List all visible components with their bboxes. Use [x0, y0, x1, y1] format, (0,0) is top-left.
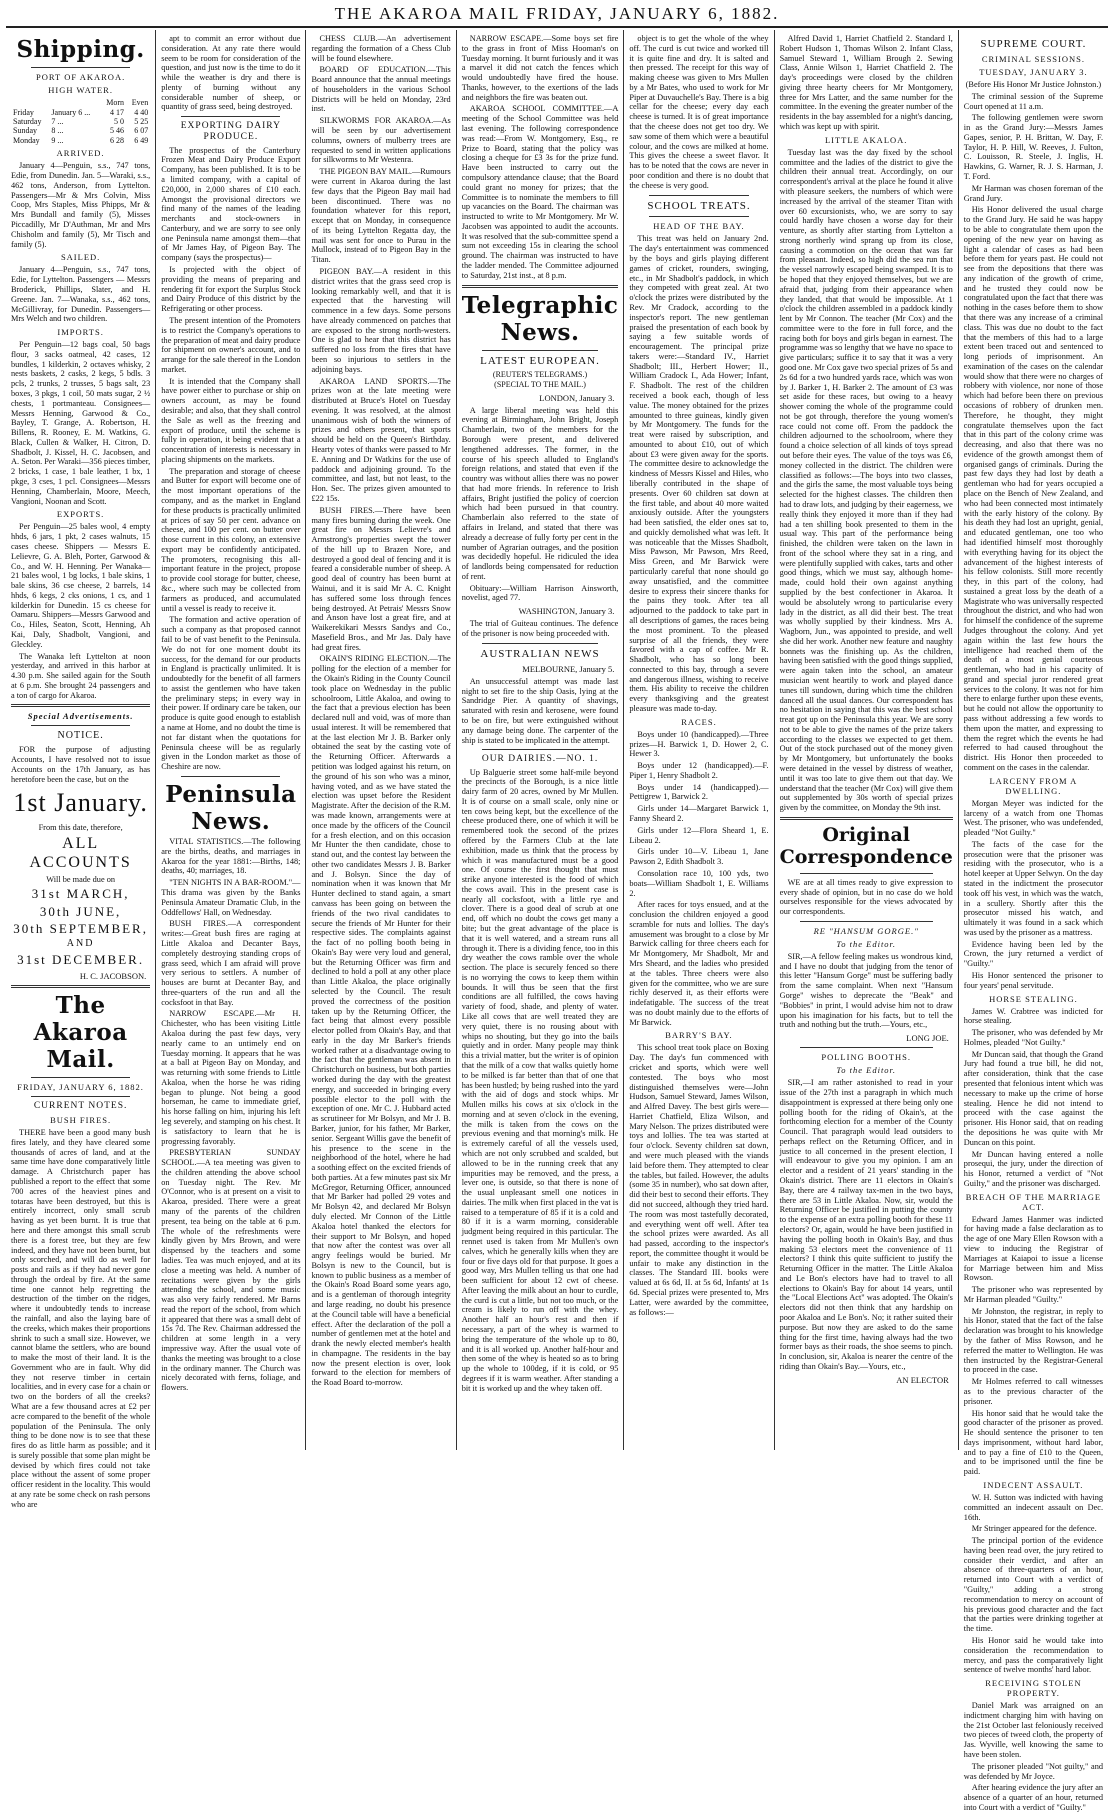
notice-date-2: 30th JUNE,: [39, 903, 122, 919]
tide-cell: 5 46: [110, 126, 125, 136]
little-akaloa-heading: LITTLE AKALOA.: [824, 134, 908, 145]
divider: [800, 873, 933, 874]
shipping-heading: Shipping.: [16, 36, 145, 63]
races-heading: RACES.: [681, 716, 717, 727]
race-result: Boys under 10 (handicapped).—Three prizes—H. Barwick 1, D. Hower 2, C. Hewer 3.: [629, 729, 769, 759]
divider: [31, 1077, 130, 1078]
divider: [800, 921, 933, 922]
divider: [482, 643, 599, 644]
news-item: BUSH FIRES.—There have been many fires burning during the week. One great fire on Messrs Lelievre's and Armstrong's properties swept the tower of the hill up to Brazen Nore, and destroyed a good deal of fencing and it is feared a considerable number of sheep. A good deal of country has been burnt at Wainui, and it is said Mr A. C. Knight has suffered some loss through fences being destroyed. At Petrais' Messrs Snow and Anson have lost a great fire, and at Waikerekikari Messrs Sandys and Co., Masefield Bros., and Mr Jas. Daly have had great fires.: [311, 505, 451, 652]
news-item: OKAIN'S RIDING ELECTION.—The polling for the election of a member for the Okain's Riding in the County Council took place on Wednesday in the public schoolroom, Little Akaloa, and owing to the fact that a previous election has been declared null and void, was of more than usual interest. It will be remembered that at the last election Mr J. B. Barker only obtained the seat by the casting vote of the Returning Officer. Afterwards a petition was lodged against his return, on the ground of his son who was a minor, having voted, and as we have stated the election was upset before the Resident Magistrate. After the decision of the R.M. was made known, arrangements were at once made by the officers of the Council for a fresh election, and on this occasion Mr Hunter the then candidate, chose to stand out, and the contest lay between the other two candidates Messrs J. B. Barker and J. Bolsyn. Since the day of nomination when it was known that Mr Hunter declined to stand again, a smart canvass has been going on between the friends of the two rival candidates to secure the friends of Mr Hunter for their respective sides. The complaints against the fact of no polling booth being in Okain's Bay were very loud and general, but the Returning Officer was firm and declined to hold a poll at any other place than Little Akaloa, the place originally selected by the Council. The result proved the correctness of the position taken up by the Returning Officer, the fact being that almost every possible elector polled from Okain's Bay, and that early in the day Mr Barker's friends worked rather at a disadvantage owing to the fact that the gentleman was absent in Christchurch on business, but both parties worked during the day with the greatest energy, and succeeded in bringing every possible elector to the poll with the exception of one. Mr C. J. Hubbard acted as scrutineer for Mr Bolsyn, and Mr J. B. Barker, junior, for his father, Mr Barker, senior. Sergeant Willis gave the benefit of his presence to the scene in the neighborhood of the hotel, where he had a soothing effect on the excited friends of both parties. At a few minutes past six Mr McGregor, Returning Officer, announced that Mr Barker had polled 29 votes and Mr Bolsyn 42, and declared Mr Bolsyn duly elected. Mr Connon of the Little Akaloa hotel thanked the electors for their support to Mr Bolsyn, and hoped that now after the contest was over all angry feelings would be buried. Mr Bolsyn is new to the Council, but is known to public business as a member of the Okain's Road Board some years ago, and is a gentleman of thorough integrity and large reading, no doubt his presence at the Council table will have a beneficial effect. After the declaration of the poll a number of gentlemen met at the hotel and drank the newly elected member's health in champagne. The residents in the bay now the present election is over, look forward to the election for members of the Road Board to-morrow.: [311, 654, 451, 1388]
news-item: "TEN NIGHTS IN A BAR-ROOM."—This drama was given by the Banks Peninsula Amateur Dramatic Club, in the Oddfellows' Hall, on Wednesday.: [161, 878, 301, 917]
hansum-gorge-signature: LONG JOE.: [906, 1033, 949, 1044]
column-4: [457, 30, 625, 1450]
column-7: [959, 30, 1108, 1812]
tide-row: [11, 136, 150, 145]
current-notes-heading: CURRENT NOTES.: [33, 1100, 128, 1111]
court-paragraph: Mr Harman was chosen foreman of the Grand Jury.: [963, 183, 1104, 203]
latest-european-heading: LATEST EUROPEAN.: [480, 354, 600, 367]
race-result: Girls under 12—Flora Sheard 1, E. Libeau 2.: [629, 825, 769, 845]
tide-cell: 4 40: [134, 107, 149, 117]
court-date: TUESDAY, JANUARY 3.: [979, 66, 1088, 77]
court-paragraph: The criminal session of the Supreme Court opened at 11 a.m.: [963, 91, 1104, 111]
horse-paragraph: The prisoner, who was defended by Mr Holmes, pleaded "Not Guilty.": [963, 1028, 1104, 1047]
races-text: After races for toys ensued, and at the conclusion the children enjoyed a good scramble for nuts and lollies. The day's amusement was brought to a close by Mr Barwick calling for three cheers each for Mr Montgomery, Mr Shadbolt, Mr and Mrs Sheard, and the ladies who presided at the tables. Three cheers were also given for the committee, who we are sure richly deserved it, as their efforts were indefatigable. The success of the treat was no doubt mainly due to the efforts of Mr Barwick.: [629, 900, 769, 1027]
breach-paragraph: The prisoner who was represented by Mr Harman pleaded "Guilty.": [963, 1285, 1104, 1304]
peninsula-news-heading: Peninsula News.: [165, 780, 297, 835]
tide-header-cell: Morn: [106, 98, 125, 108]
larceny-paragraph: His Honor sentenced the prisoner to four years' penal servitude.: [963, 971, 1104, 990]
tide-cell: 9 ...: [51, 135, 64, 145]
tide-cell: 4 17: [110, 107, 125, 117]
horse-paragraph: Mr Duncan said, that though the Grand Jury had found a true bill, he did not, after consideration, think that the case presented that felonious intent which was necessary to make up the crime of horse stealing. Hence he did not intend to proceed with the case against the prisoner. His Honor said, that on reading the depositions he was quite with Mr Duncan on this point.: [963, 1049, 1104, 1147]
tide-row: [11, 117, 150, 126]
head-of-bay-heading: HEAD OF THE BAY.: [653, 221, 745, 232]
breach-paragraph: Edward James Hanmer was indicted for having made a false declaration as to the age of one Mary Ellen Rowson with a view to inducing the Registrar of Marriages at Kaiapoi to issue a license for Marriage between him and Miss Rowson.: [963, 1214, 1104, 1283]
bush-fires-text: THERE have been a good many bush fires lately, and they have cleared some thousands of acres of land, and at the same time have done comparatively little damage. A Christchurch paper has published a report to the effect that some 700 acres of the heaviest pines and totaras have been destroyed, but this is entirely incorrect, only small scrub having as yet been burnt. It is true that here and there amongst this small scrub there is a forest tree, but they are few indeed, and they have not been burnt, but only scorched, and will do as well for posts and rails as if they had never gone through the ordeal by fire. At the same time one cannot help regretting the destruction of the timber on the ridges, where it undoubtedly tends to increase the rainfall, and also the laying bare of the creeks, which makes their proportions shrink to such a small size. However, we cannot blame the settlers, who are bound to make the most of their land. It is the Government who are in fault. Why did they not reserve timber in certain localities, and in every case for a chain or two on the borders of all the creeks? What are a few thousand acres at £2 per acre compared to the benefit of the whole population of the Peninsula. The only thing to be done now is to see that these fires do as little harm as possible; and it is surely possible that some plan might be devised by which fires could not take place without the assent of some proper officer resident in the locality. This would at any rate be some check on rash persons who are: [11, 1128, 151, 1509]
horse-paragraph: Mr Duncan having entered a nolle prosequi, the jury, under the direction of his Honor, returned a verdict of "Not Guilty," and the prisoner was discharged.: [963, 1149, 1104, 1188]
receiving-heading: RECEIVING STOLEN PROPERTY.: [985, 1678, 1082, 1699]
imports-heading: IMPORTS.: [57, 327, 104, 338]
divider: [31, 725, 130, 726]
masthead: THE AKAROA MAIL FRIDAY, JANUARY 6, 1882.: [334, 4, 780, 23]
exporting-paragraph: Is projected with the object of providing the means of preparing and rendering fit for export the Surplus Stock and Dairy Produce of this district by the Refrigerating or other process.: [161, 265, 301, 314]
melbourne-dateline: MELBOURNE, January 5.: [522, 663, 615, 674]
horse-paragraph: James W. Crabtree was indicted for horse stealing.: [963, 1006, 1104, 1026]
sailed-heading: SAILED.: [60, 252, 101, 263]
divider: [11, 985, 150, 988]
notice-from: From this date, therefore,: [38, 823, 123, 833]
tide-header-cell: [49, 98, 100, 107]
breach-paragraph: Mr Holmes referred to call witnesses as to the previous character of the prisoner.: [963, 1377, 1104, 1406]
horse-stealing-heading: HORSE STEALING.: [989, 993, 1078, 1004]
tide-cell: 6 28: [110, 135, 125, 145]
obituary-text: Obituary:—William Harrison Ainsworth, novelist, aged 77.: [461, 583, 619, 603]
divider: [482, 350, 599, 351]
melbourne-text: An unsuccessful attempt was made last night to set fire to the ship Oasis, lying at the Sandridge Pier. A quantity of shavings, saturated with resin and kerosene, were found to be on fire, but were extinguished without any damage being done. The carpenter of the ship is stated to be implicated in the attempt.: [461, 676, 619, 745]
larceny-paragraph: The facts of the case for the prosecution were that the prisoner was residing with the prosecutor, who is a hotel keeper at Upper Selwyn. On the day stated in the indictment the prosecutor took off his vest, in which was the watch, in a scullery. Shortly after this the prosecutor missed his watch, and ultimately it was found in a sack which was used by the prisoner as a mattress.: [963, 839, 1104, 937]
sailed-text: January 4—Penguin, s.s., 747 tons, Edie, for Lyttelton. Passengers — Messrs Broderick, Phillips, Slater, and H. Greene. Jan. 7—Wanaka, s.s., 462 tons, McGillivray, for Dunedin. Passengers—Mrs Welch and two children.: [11, 265, 151, 324]
column-5: [624, 30, 774, 1450]
tide-header-row: [11, 98, 150, 107]
divider: [181, 116, 280, 117]
tide-cell: 7 ...: [51, 117, 64, 127]
barrys-bay-text: This school treat took place on Boxing Day. The day's fun commenced with cricket and sports, which were well contested. The boys who most distinguished themselves were—John Hudson, Samuel Steward, James Wilson, and Alfred Davey. The best girls were—Harriet Chatfield, Eliza Wilson, and Mary Nelson. The prizes distributed were toys and lollies. The tea was started at four o'clock. Seventy children sat down, and were much pleased with the viands laid before them. They attempted to clear the tables, but failed. However, the adults (some 35 in number), who sat down after, did their best to second their efforts. They did not succeed, although they tried hard. The room was most tastefully decorated, and everything went off well. After tea the school prizes were awarded. As all had passed, according to the inspector's report, the committee thought it would be unfair to make any distinction in the classes. The Standard III. books were valued at 6s 6d, II. at 5s 6d, Infants' at 1s 6d. Special prizes were presented to, Mrs Latter, were awarded by the committee, as follows:—: [629, 1043, 769, 1317]
news-item: BOARD OF EDUCATION.—This Board announce that the annual meetings of householders in the various School Districts will be held on Monday, 23rd inst.: [311, 65, 451, 114]
our-dairies-heading: OUR DAIRIES.—NO. 1.: [481, 754, 599, 765]
column-6: [775, 30, 959, 1450]
receiving-paragraph: Daniel Mark was arraigned on an indictment charging him with having on the 21st October last feloniously received two pieces of tweed cloth, the property of Jas. Wyville, well knowing the same to have been stolen.: [963, 1701, 1104, 1759]
indecent-assault-heading: INDECENT ASSAULT.: [983, 1479, 1084, 1490]
column-1: [6, 30, 156, 1509]
arrived-text: January 4—Penguin, s.s., 747 tons, Edie, from Dunedin. Jan. 5—Waraki, s.s., 462 tons, Anderson, from Lyttelton. Passengers—Mr & Mrs Colvin, Miss Coop, Mrs Staples, Miss Phipps, Mr & Mrs Bundall and family (5), Misses Piccadilly, Mr D'Authman, Mr and Mrs Chisholm and family (5), Mr Tisch and family (5).: [11, 161, 151, 249]
notice-date-1: 31st MARCH,: [31, 886, 130, 902]
tide-cell: 8 ...: [51, 126, 64, 136]
exporting-paragraph: The prospectus of the Canterbury Frozen Meat and Dairy Produce Export Company, has been published. It is to be a limited company, with a capital of £20,000, in 2,000 shares of £10 each. Amongst the provisional directors we find many of the names of the leading merchants and stock-owners in Canterbury, and we are sorry to see only one Peninsula name amongst them—that of Mr James Hay, of Pigeon Bay. The company (says the prospectus)—: [161, 145, 301, 263]
notice-date: 1st January.: [13, 788, 148, 818]
exporting-paragraph: The preparation and storage of cheese and Butter for export will become one of the most important operations of the company, and as the market in England for these products is practically unlimited at prices of say 50 per cent. advance on cheese, and 100 per cent. on butter over those current in this colony, an extensive export may be confidently anticipated. The promoters, recognising this all-important feature in the project, propose to provide cool storage for butter, cheese, &c., where such may be collected from farmers as produced, and accumulated until a vessel is ready to receive it.: [161, 466, 301, 613]
court-paragraph: His Honor delivered the usual charge to the Grand Jury. He said he was happy to be able to congratulate them upon the opening of the new year on having as light a calendar of cases as had been before them for years past. He could not see from the depositions that there was any indication of the growth of crime, and he trusted they could now be congratulated upon the fact that there was nothing in the cases before them to show that there was any increase of a criminal class. This was due no doubt to the fact that the members of this had to a large extent been traced out and sentenced to long periods of imprisonment. An examination of the cases on the calendar would show that there were no charges of robbery with violence, nor none of those which had before been there on previous occasions of robbery of drunken men. Therefore, he thought, they might congratulate themselves upon the fact that in this part of the colony crime was decreasing, and also that there was no evidence of the growth amongst them of organised gangs of criminals. During the past few days they had lost by death a gentleman who had for years occupied a place on the Bench of New Zealand, and who had been connected most intimately with the early history of the colony. By his death they had lost an upright, genial, and educated gentleman, one too who had identified himself most thoroughly with everything having for its object the advancement of the highest interests of his fellow colonists. Still more recently they, in this part of the colony, had sustained a great loss by the death of a Magistrate who was universally respected throughout the district, and who had won for himself the confidence of the supreme Judges throughout the colony. And yet again within the last few hours the intelligence had reached them of the death of a most genial courteous gentleman, who had in his capacity of grand and special juror rendered great services to the colony. It was not for him there to enlarge further upon these events, but he could not allow the opportunity to pass without addressing a few words to them upon the matter, and expressing to them the regret which the events he had referred to had caused throughout the district. His Honor then proceeded to comment on the cases in the calendar.: [963, 205, 1104, 772]
tide-header-cell: Even: [131, 98, 149, 108]
news-item: NARROW ESCAPE.—Mr H. Chichester, who has been visiting Little Akaloa during the past few days, very nearly came to an untimely end on Tuesday morning. It appears that he was at a ball at Pigeon Bay on Monday, and was returning with some friends to Little Akaloa, when the horse he was riding began to plunge. Not being a good horseman, he came to immediate grief, his horse falling on him, injuring his left leg severely, and stamping on his chest. It is satisfactory to learn that he is progressing favorably.: [161, 1009, 301, 1146]
tide-cell: Sunday: [13, 126, 37, 136]
australian-news-heading: AUSTRALIAN NEWS: [480, 647, 600, 660]
tide-cell: 5 0: [114, 117, 125, 127]
little-akaloa-text: Tuesday last was the day fixed by the school committee and the ladies of the district to give the children their annual treat. Accordingly, on our correspondent's arrival at the place he found it alive with pleasure seekers, the numbers of which were increased by the arrival of the steamer Titan with over 60 excursionists, who, we are sorry to say could hardly have chosen a worse day for their venture, as shortly after starting from Lyttelton a strong northerly wind sprang up from its close, causing a commotion on the ocean that was far from pleasant. Indeed, so high did the sea run that the vessel narrowly escaped being swamped. It is to be hoped that they enjoyed themselves, but we are afraid that, judging from their appearance when they landed, that that would be impossible. At 1 o'clock the children assembled in a paddock kindly lent by Mr Connon. The teacher (Mr Cox) and the committee were to the fore in full force, and the racing both for boys and girls began in earnest. The programme was so lengthy that we have no space to give particulars; suffice it to say that it was a very good one. Mr Cox gave two special prizes of 5s and 2s 6d for a two hundred yards race, which was won by J. Barker 1, H. Barker 2. The amount of £3 was set aside for these races, but owing to a heavy shower coming the whole of the programme could not be got through, therefore the young women's race could not come off. From the paddock the children adjourned to the schoolroom, where they found a choice selection of all kinds of toys spread out before their eyes. The value of the toys was £6, money collected in the district. The children were classified as follows:—The boys into two classes, and the girls the same, the most valuable toys being selected for the highest classes. The children then had to draw lots, and judging by their eagerness, we really think they enjoyed it more than if they had had a ten shilling book presented to them in the usual way. This part of the performance being finished, the children were taken on the lawn in front of the school where they sat in a ring, and were plentifully supplied with cakes, tarts and other good things, which we must say, although home-made, could hold their own against anything supplied by the best confectioner in Akaroa. It would be absolutely wrong to particularise every lady in the district, as all did their best. The treat was wholly supplied by their kindness. Mrs A. Wagborn, Jun., was appointed to preside, and well she did her work. Another new feature and naughty bonnets was the finishing up. As the children, having been satisfied with the good things supplied, were again taken into the school, an amateur musician went heartily to work and played dance tunes till sundown, during which time the children danced all the usual dances. Our correspondent has no hesitation in saying that this was the best school treat got up on the Peninsula this year. We are sorry not to be able to give the names of the prize takers according to the classes we expected to get them. Out of the stock purchased out of the money given by Mr Montgomery, but unfortunately the books were detained in the vessel by distress of weather, until it was too late to give them out that day. We understand that the teacher (Mr Cox) will give them out supplemented by 30s worth of special prizes given by the committee, on Monday the 9th inst.: [779, 147, 953, 813]
assault-paragraph: Mr Stringer appeared for the defence.: [971, 1524, 1097, 1534]
divider: [31, 1096, 130, 1097]
column-3: [306, 30, 456, 1450]
breach-paragraph: Mr Johnston, the registrar, in reply to his Honor, stated that the fact of the false declaration was brought to his knowledge by the father of Miss Rowson, and he referred the matter to Wellington. He was then instructed by the Registrar-General to proceed in the case.: [963, 1306, 1104, 1375]
news-item: CHESS CLUB.—An advertisement regarding the formation of a Chess Club will be found elsewhere.: [311, 34, 451, 63]
special-ads-heading: Special Advertisements.: [27, 711, 134, 722]
masthead-rule: [6, 26, 1108, 28]
our-dairies-text: Up Balguerie street some half-mile beyond the precincts of the Borough, is a nice little dairy farm of 20 acres, owned by Mr Mullen. It is of course on a small scale, only nine or ten cows being kept, but the excellence of the cheese produced there, one of which it will be remembered took the second of the prizes offered by the Farmers Club at the late exhibition, made us think that the process by which it was manufactured must be a good one. Of course the first thought that must strike anyone interested is the food of which the cows avail. This in the present case is nearly all cocksfoot, with a little rye and clover. There is a good deal of scrub at one end, off which no doubt the cows get many a bite; but the great advantage of the place is that it is well watered, and a stream runs all through it. There is a dividing fence, too in this dry weather the cows ramble over the whole section. The place is securely fenced so there is no worrying the cows to keep them within bounds. It will thus be seen that the first conditions are all fulfilled, the cows having variety of food, shade, and plenty of water. Like all cows that are well treated they are very quiet, there is no rousing about with whips no shouting, but they go into the bails quietly and in order. Many people may think this a trivial matter, but the writer is of opinion that the milk of a cow that walks quietly home to be milked is far better than that of one that has been hustled; by being rushed into the yard with the aid of dogs and stock whips. Mr Mullen milks his cows at six o'clock in the morning and at seven o'clock in the evening, the milk is taken from the cows on the previous evening and that morning's milk. He is extremely careful of all the vessels used, which are not only scrubbed and scalded, but allowed to be in the running creek that any impurities may be removed, and the press, a lever one, is outside, so that there is none of the usual unpleasant smell one notices in dairies. The milk when first placed in the vat is raised to a temperature of 85 if it is a cold and 80 if it is a warm morning, considerable judgment being required in this particular. The rennet used is taken from Mr Mullen's own calves, which he generally kills when they are four or five days old for that purpose. It goes a good way, Mrs Mullen telling us that one had been sufficient for about 12 cwt of cheese. After leaving the milk about an hour to curdle, the curd is cut a little, but not too much, or the cream is likely to run off with the whey. Another half an hour's rest and then if necessary, a part of the whey is warmed to bring the temperature of the whole up to 80, and it is all worked up. Another half-hour and then some of the whey is heated so as to bring up the whole to 100deg, if it is cold, or 95 degrees if it is warm weather. After standing a bit it is worked up and the whey taken off.: [461, 767, 619, 1393]
notice-all-accounts: ALL ACCOUNTS: [29, 834, 132, 871]
news-item: NARROW ESCAPE.—Some boys set fire to the grass in front of Miss Hooman's on Tuesday morning. It burnt furiously and it was a marvel it did not catch the fences which would undoubtedly have fired the house. Thanks, however, to the exertions of the lads and neighbors the fire was beaten out.: [461, 34, 619, 102]
race-result: Boys under 12 (handicapped).—F. Piper 1, Henry Shadbolt 2.: [629, 761, 769, 780]
divider: [482, 749, 599, 750]
tide-header-cell: [11, 98, 49, 107]
notice-date-4: 31st DECEMBER.: [17, 952, 145, 968]
news-item: AKAROA LAND SPORTS.—The prizes won at the late meeting were distributed at Bruce's Hotel on Tuesday evening. It was resolved, at the almost unanimous wish of both the winners of prizes and others present, that sports should be held on the Queen's Birthday. Hearty votes of thanks were passed to Mr E. Anning and Dr Watkins for the use of paddock and adjoining ground. To the committee, and last, but not least, to the Hon. Sec. The prizes given amounted to £22 15s.: [311, 376, 451, 503]
tide-cell: Saturday: [13, 117, 42, 127]
special-label: (SPECIAL TO THE MAIL.): [494, 380, 586, 390]
tide-cell: Friday: [13, 107, 34, 117]
correspondence-note: WE are at all times ready to give expression to every shade of opinion, but in no case do we hold ourselves responsible for the views advocated by our correspondents.: [779, 877, 953, 917]
high-water-heading: HIGH WATER.: [48, 85, 113, 96]
news-item: PIGEON BAY.—A resident in this district writes that the grass seed crop is looking remarkably well, and that it is expected that the harvesting will commence in a few days. Some persons have already commenced on patches that are exposed to the strong north-westers. One is glad to hear that this district has suffered no loss from the fires that have been so injurious to settlers in the adjoining bays.: [311, 266, 451, 374]
washington-text: The trial of Guiteau continues. The defence of the prisoner is now being proceeded with.: [461, 619, 619, 639]
breach-paragraph: His honor said that he would take the good character of the prisoner as proved. He should sentence the prisoner to ten days imprisonment, without hard labor, and to pay a fine of £10 to the Queen, and to be imprisoned until the fine be paid.: [963, 1408, 1104, 1477]
news-item: BUSH FIRES.—A correspondent writes:—Great bush fires are raging at Little Akaloa and Decanter Bays, completely destroying standing crops of grass seed, which I am afraid will prove very serious to settlers. A number of houses are burnt at Decanter Bay, and three-quarters of the run and all the cocksfoot in that Bay.: [161, 919, 301, 1007]
supreme-court-heading: SUPREME COURT.: [980, 38, 1087, 50]
to-editor-label: To the Editor.: [836, 1065, 897, 1076]
washington-dateline: WASHINGTON, January 3.: [518, 606, 615, 617]
larceny-paragraph: Evidence having been led by the Crown, the jury returned a verdict of "Guilty.": [963, 939, 1104, 969]
notice-date-3: 30th SEPTEMBER,: [13, 921, 148, 937]
tide-cell: 5 25: [134, 117, 149, 127]
original-correspondence-heading: Original Correspondence: [779, 823, 953, 869]
barrys-bay-continued: Alfred David 1, Harriet Chatfield 2. Standard I, Robert Hudson 1, Thomas Wilson 2. Infant Class, Samuel Steward 1, William Brough 2. Sewing Class, Annie Wilson 1, Harriet Chatfield 2. The day's proceedings were closed by the children giving three hearty cheers for Mr Montgomery, three for Mrs Latter, and the same number for the committee. In the evening the greater number of the residents in the bay assembled for a night's dancing, which was kept up with spirit.: [779, 34, 953, 132]
to-editor-label: To the Editor.: [836, 938, 897, 949]
reuter-label: (REUTER'S TELEGRAMS.): [492, 369, 588, 379]
race-result: Girls under 14—Margaret Barwick 1, Fanny Sheard 2.: [629, 804, 769, 824]
tide-cell: 6 49: [134, 135, 149, 145]
court-judge: (Before His Honor Mr Justice Johnston.): [965, 80, 1102, 89]
imports-text: Per Penguin—12 bags coal, 50 bags flour, 3 sacks oatmeal, 42 cases, 12 bundles, 1 kilderkin, 2 octaves whisky, 2 nests baskets, 2 casks, 2 kegs, 5 bdls. 3 pcls, 2 trunks, 2 trusses, 5 bags salt, 23 boxes, 3 pkgs, 1 coil, 50 mats sugar, 2 ½ chests, 1 portmanteau. Consignees—Messrs Henning, Garwood & Co., Bayley, T. Grange, A. Robertson, H. Billens, R. Rooney, E. M. Watkins, G. Black, Cullen & Walker, H. Citron, D. Shadbolt, J. Kissel, H. C. Jacobsen, and A. Seton. Per Waraki—356 pieces timber, 2 bricks, 1 case, 1 bale leather, 1 bx, 1 pkge, 3 cses, 1 pcl. Consignees—Messrs Henning, Chamberlain, Moore, Meech, Vangioni, Noonan and Scott.: [11, 340, 151, 506]
port-heading: PORT OF AKAROA.: [36, 72, 126, 83]
tide-row: [11, 108, 150, 117]
tide-row: [11, 126, 150, 135]
exports-heading: EXPORTS.: [56, 509, 105, 520]
hansum-gorge-letter: SIR,—A fellow feeling makes us wondrous kind, and I have no doubt that judging from the tenor of this letter "Hansum Gorge" must be suffering badly from the same complaint. When next "Hansum Gorge" wishes to deprecate the "Beak" and "Bobbies" in print, I would advise him not to draw upon his imagination for his facts, but to tell the truth and nothing but the truth.—Yours, etc.,: [779, 951, 953, 1030]
race-result: Boys under 14 (handicapped).—Pettigrew 1, Barwick 2.: [629, 782, 769, 802]
tide-cell: Monday: [13, 135, 40, 145]
receiving-paragraph: The prisoner pleaded "Not guilty," and was defended by Mr Joyce.: [963, 1761, 1104, 1781]
notice-signature: H. C. JACOBSON.: [79, 970, 147, 981]
assault-paragraph: His Honor said he would take into consideration the recommendation to mercy, and pass the comparatively light sentence of twelve months' hard labor.: [963, 1635, 1104, 1675]
assault-paragraph: W. H. Sutton was indicted with having committed an indecent assault on Dec. 16th.: [963, 1493, 1104, 1522]
dairies-continued: object is to get the whole of the whey off. The curd is cut twice and worked till it is quite fine and dry. It is salted and then pressed. The receipt for this way of making cheese was given to Mrs Mullen by a Mr Bates, who used to work for Mr Piper at Duvauchelle's Bay. There is a big cellar for the cheese; every day each cheese is turned. It is of great importance that the cheese does not get too dry. We saw some of them which were a beautiful colour, and the cows are milked at home. This gives the cheese a sweet flavor. It has to be noted that the cows are never in poor condition and there is no doubt that the cheese is very good.: [629, 34, 769, 190]
divider: [31, 67, 130, 68]
divider: [649, 195, 748, 196]
london-text: A large liberal meeting was held this evening at Birmingham, John Bright, Joseph Chamberlain, two of the members for the Borough were present, and delivered lengthened addresses. The former, in the course of his speech alluded to England's foreign relations, and stated that even if the country was without allies there was no power that had more friends. In reference to Irish affairs, Bright justified the policy of coercion which had been pursued in that country. Chamberlain also referred to the state of affairs in Ireland, and stated that there was already a decrease of fully forty per cent in the number of Agrarian outrages, and the position was decidedly hopeful. He ridiculed the idea of landlords being compensated for reduction of rent.: [461, 405, 619, 581]
criminal-sessions-heading: CRIMINAL SESSIONS.: [981, 53, 1085, 64]
race-result: Consolation race 10, 100 yds, two boats—William Shadbolt 1, E. Williams 2.: [629, 868, 769, 898]
receiving-paragraph: After hearing evidence the jury after an absence of a quarter of an hour, returned into Court with a verdict of "Guilty.": [963, 1783, 1104, 1812]
exporting-paragraph: The formation and active operation of such a company as that proposed cannot fail to be of vast benefit to the Peninsula. We do not for one moment doubt its success, for the demand for our products in England is practically unlimited. It is undoubtedly for the benefit of all farmers to assist the gentlemen who have taken the preliminary steps; in every way in their power. If ordinary care be taken, our produce is quite good enough to establish a name at Home, and no doubt the time is not far distant when the quotations for Peninsula cheese will be as regularly given in the London market as those of Cheshire are now.: [161, 615, 301, 772]
arrived-heading: ARRIVED.: [56, 148, 105, 159]
column-2: [156, 30, 306, 1450]
court-paragraph: The following gentlemen were sworn in as the Grand Jury:—Messrs James Gapes, senior, P. H. Brittan, W. Day, F. Taylor, H. P. Hill, W. Reeves, J. Fulton, C. Louisson, R. Steele, J. Inglis, H. Hawkins, G. Warner, R. J. S. Harman, J. T. Ford.: [963, 113, 1104, 182]
newspaper-columns: [6, 30, 1108, 1812]
polling-booths-signature: AN ELECTOR: [896, 1374, 949, 1385]
paper-title: The Akaroa Mail.: [33, 991, 128, 1073]
bush-fires-continued: apt to commit an error without due consideration. At any rate there would seem to be room for consideration of the question, and just now is the time to do it while the weather is dry and there is plenty of burning without any considerable number of sheep, or quantity of grass seed, being destroyed.: [161, 34, 301, 112]
divider: [780, 817, 953, 820]
race-result: Girls under 10—V. Libeau 1, Jane Pawson 2, Edith Shadbolt 3.: [629, 847, 769, 867]
assault-paragraph: The principal portion of the evidence having been read over, the jury retired to consider their verdict, and after an absence of three-quarters of an hour, returned into Court with a verdict of "Guilty," adding a strong recommendation to mercy on account of his previous good character and the fact that the parties were drinking together at the time.: [963, 1536, 1104, 1634]
exporting-heading: EXPORTING DAIRY PRODUCE.: [180, 121, 281, 143]
larceny-heading: LARCENY FROM A DWELLING.: [989, 775, 1078, 796]
barrys-bay-heading: BARRY'S BAY.: [665, 1030, 733, 1041]
school-treats-heading: SCHOOL TREATS.: [647, 199, 751, 212]
divider: [649, 216, 748, 217]
london-dateline: LONDON, January 3.: [539, 392, 615, 403]
wanaka-text: The Wanaka left Lyttelton at noon yesterday, and arrived in this harbor at 4.30 p.m. She sailed again for the South at 6 p.m. She brought 24 passengers and a ton of cargo for Akaroa.: [11, 651, 151, 700]
notice-and: AND: [66, 938, 95, 950]
divider: [800, 1047, 933, 1048]
notice-text: FOR the purpose of adjusting Accounts, I have resolved not to issue Accounts on the 17th January, as has heretofore been the case, but on the: [11, 745, 151, 784]
larceny-paragraph: Morgan Meyer was indicted for the larceny of a watch from one Thomas West. The prisoner, who was undefended, pleaded "Not Guilty.": [963, 798, 1104, 838]
divider: [462, 285, 619, 288]
divider: [181, 776, 280, 777]
marriage-act-heading: BREACH OF THE MARRIAGE ACT.: [965, 1191, 1102, 1212]
exporting-paragraph: It is intended that the Company shall have power either to purchase or ship on owners account, as may be found desirable; and also, that they shall control the Sale as well as the freezing and export of produce, until the scheme is fully in operation, it being evident that a concentration of interests is necessary in placing shipments on the markets.: [161, 376, 301, 464]
head-of-bay-text: This treat was held on January 2nd. The day's entertainment was commenced by the boys and girls playing different games of cricket, rounders, swinging, etc., in Mr Shadbolt's paddock, in which they competed with great zeal. At two o'clock the prizes were distributed by the Rev. Mr Cradock, according to the inspector's report. The new gentleman praised the presentation of each book by saying a few suitable words of encouragement. The principal prize takers were:—Standard IV., Harriet Shadbolt; III., Herbert Hower; II., William Cradock I., Ada Hower; Infant, F. Shadbolt. The rest of the children received a book each, though of less value. The money obtained for the prizes amounted to three guineas, kindly given by Mr Montgomery. The funds for the treat were raised by subscription, and amounted to about £10, out of which about £3 were given away for the sports. The committee desire to acknowledge the kindness of Messrs Kissel and Hiles, who liberally contributed in the shape of presents. Over 60 children sat down at the first table, and about 40 more waited anxiously outside. After the youngsters had been satisfied, the elder ones sat to, and quickly demolished what was left. It was noticeable that the Misses Shadbolt, Miss Pawson, Mr Pawson, Mrs Reed, Miss Green, and Mr Barwick were particularly careful that none should go away unsatisfied, and the committee desire to express their sincere thanks for the pains they took. After tea all adjourned to the paddock to take part in all descriptions of games, the races being the most prominent. To the pleased surprise of all the friends, they were favored with a cap of coffee. Mr R. Shadbolt, who has so long been connected to this bay, through a severe and dangerous illness, wishing to receive them. His ability to receive the children every thanksgiving and the greatest pleasure was made to-day.: [629, 234, 769, 713]
notice-heading: NOTICE.: [57, 730, 104, 742]
telegraphic-news-heading: Telegraphic News.: [461, 291, 619, 346]
tide-cell: 6 07: [134, 126, 149, 136]
exporting-paragraph: The present intention of the Promoters is to restrict the Company's operations to the preparation of meat and dairy produce for shipment on owner's account, and to arrange for the sale thereof in the London market.: [161, 315, 301, 374]
news-item: PRESBYTERIAN SUNDAY SCHOOL.—A tea meeting was given to the children attending the above school on Tuesday night. The Rev. Mr O'Connor, who is at present on a visit to Akaroa, presided. There were a great many of the parents of the children present, tea being on the table at 6 p.m. The whole of the refreshments were kindly given by Mrs Brown, and were dispensed by the teachers and some ladies. Tea was much enjoyed, and at its close a meeting was held. A number of recitations were given by the girls attending the school, and some music was also very fairly rendered. Mr Barns read the report of the school, from which it appeared that there was a small debt of 15s 7d. The Rev. Chairman addressed the children at some length in a very impressive way. After the usual vote of thanks the meeting was brought to a close in the ordinary manner. The Church was nicely decorated with ferns, foliage, and flowers.: [161, 1148, 301, 1393]
tide-table: [11, 98, 150, 145]
news-item: SILKWORMS FOR AKAROA.—As will be seen by our advertisement columns, owners of mulberry trees are requested to send in written applications for silkworms to Mr Westenra.: [311, 116, 451, 165]
hansum-gorge-heading: RE "HANSUM GORGE.": [813, 925, 919, 936]
bush-fires-heading: BUSH FIRES.: [50, 1115, 112, 1126]
paper-dateline: FRIDAY, JANUARY 6, 1882.: [17, 1081, 144, 1092]
exports-text: Per Penguin—25 bales wool, 4 empty hhds, 6 jars, 1 pkt, 2 cases walnuts, 15 cases cheese. Shippers — Messrs E. Lelievre, G. A. Bleh, Porter, Garwood & Co., and W. H. Henning. Per Wanaka—21 bales wool, 1 bg locks, 1 bale skins, 1 bale skins, 36 cse cheese, 2 barrels, 14 hhds, 6 kegs, 2 cks onions, 1 cs, and 1 kilderkin for Dunedin. 15 cs cheese for Oamaru. Shippers—Messrs Garwood and Co., Hiles, Seaton, Scott, Henning, Ah Kai, Daly, Shadbolt, Vangioni, and Gleckley.: [11, 522, 151, 649]
news-item: THE PIGEON BAY MAIL.—Rumours were current in Akaroa during the last few days that the Pigeon Bay mail had been discontinued. There was no foundation whatever for this report, except that on Monday, in consequence of its being Lyttelton Regatta day, the mail was sent for once to Purau in the Mullock, instead of to Pigeon Bay in the Titan.: [311, 167, 451, 265]
notice-rendered: Will be made due on: [46, 874, 116, 884]
polling-booths-heading: POLLING BOOTHS.: [821, 1052, 911, 1063]
tide-cell: January 6 ...: [51, 107, 91, 117]
divider: [11, 704, 150, 707]
polling-booths-letter: SIR,—I am rather astonished to read in your issue of the 27th inst a paragraph in which much disappointment is expressed at there being only one polling booth for the riding of Okain's, at the forthcoming election for a member of the County Council. That paragraph would lead outsiders to perhaps reflect on the Returning Officer, and in justice to all concerned in the present election, I will endeavour to give you my opinion. I am an elector and a resident of 21 years' standing in the Okain's district. There are 11 electors in Okain's Bay, there are 4 railway tax-men in the two bays, there are 53 in Little Akaloa. Now, sir, would the Returning Officer be justified in putting the county to the expense of an extra polling booth for these 11 electors? Or, again, would he have been justified in having the polling booth in Okain's Bay, and thus making 53 electors meet the convenience of 11 electors? I think this quite sufficient to justify the Returning Officer in the matter. The Little Akaloa and Le Bon's electors have had to travel to all elections to Okain's Bay for about 14 years, until the "Local Elections Act" was adopted. The Okain's electors did not then think that any hardship on poor Akaloa and Le Bon's. No; it rather suited their purpose. But now they are asked to do the same thing for the first time, having always had the two former bays as their roads, the shoe seems to pinch. In conclusion, sir, Akaloa is nearer the centre of the riding than Okain's Bay.—Yours, etc.,: [779, 1078, 953, 1371]
news-item: VITAL STATISTICS.—The following are the births, deaths, and marriages in Akaroa for the year 1881:—Births, 148; deaths, 40; marriages, 18.: [161, 837, 301, 876]
news-item: AKAROA SCHOOL COMMITTEE.—A meeting of the School Committee was held last evening. The following correspondence was read:—From W. Montgomery, Esq., re Prize to Board, stating that the policy was closing a cheque for £3 3s for the prize fund. Have been instructed to carry out the compulsory attendance clause; that the Board could grant no money for prizes; that the Committee is to nominate the members to fill up vacancies on the Board. The chairman was instructed to write to Mr Montgomery. Mr W. Jacobsen was appointed to audit the accounts. It was resolved that the sub-committee spend a sum not exceeding 15s in clearing the school ground. The chairman was instructed to have the ladder mended. The Committee adjourned to Saturday, 21st inst., at 8 p.m.: [461, 104, 619, 280]
